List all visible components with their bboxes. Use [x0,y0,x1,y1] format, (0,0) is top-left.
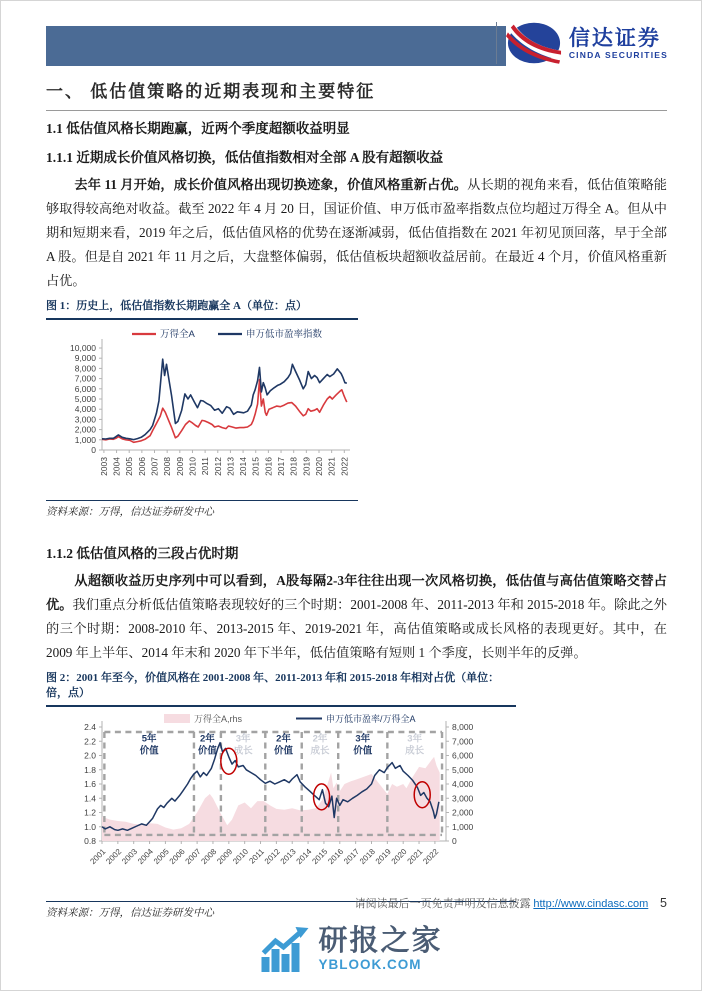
watermark-title: 研报之家 [318,925,443,957]
period-label: 成长 [233,745,253,757]
svg-text:2015: 2015 [310,847,330,866]
figure-1-source: 资料来源：万得，信达证券研发中心 [46,500,358,519]
section-title: 一、 低估值策略的近期表现和主要特征 [46,82,376,101]
svg-text:2007: 2007 [149,457,160,476]
svg-text:0: 0 [91,445,96,455]
figure-1-caption: 图 1：历史上，低估值指数长期跑赢全 A（单位：点） [46,299,358,320]
fig1-legend-1: 申万低市盈率指数 [246,329,323,340]
svg-text:3,000: 3,000 [74,414,96,425]
period-label: 5年 [141,733,157,745]
svg-text:2013: 2013 [278,847,298,866]
svg-text:1.4: 1.4 [84,793,96,804]
svg-text:2020: 2020 [389,847,409,866]
period-label: 2年 [200,733,215,745]
svg-text:2021: 2021 [326,457,337,476]
period-label: 价值 [353,745,373,757]
svg-text:1,000: 1,000 [74,434,96,445]
fig2-legend-1: 申万低市盈率/万得全A [326,714,416,724]
svg-text:2011: 2011 [200,457,211,476]
paragraph-1-lead: 去年 11 月开始，成长价值风格出现切换迹象，价值风格重新占优。 [74,177,468,192]
svg-text:10,000: 10,000 [70,343,96,353]
svg-text:5,000: 5,000 [74,394,96,404]
cinda-logo-cn: 信达证券 [568,26,661,50]
svg-text:2016: 2016 [326,847,346,866]
svg-text:9,000: 9,000 [74,353,96,364]
svg-text:2008: 2008 [162,457,173,476]
heading-1-1-2: 1.1.2 低估值风格的三段占优时期 [46,546,239,561]
watermark [259,926,442,973]
svg-text:6,000: 6,000 [452,750,474,761]
period-label: 成长 [310,745,330,757]
svg-text:2018: 2018 [357,847,377,866]
heading-1-1: 1.1 低估值风格长期跑赢，近两个季度超额收益明显 [46,121,350,136]
svg-text:2008: 2008 [199,847,219,866]
svg-text:2017: 2017 [342,847,362,866]
svg-text:2002: 2002 [104,847,124,866]
svg-text:2009: 2009 [215,847,235,866]
svg-text:8,000: 8,000 [452,722,474,732]
svg-text:7,000: 7,000 [452,736,474,747]
svg-text:2022: 2022 [339,457,350,476]
logo-divider [496,22,497,64]
svg-text:0: 0 [452,836,457,846]
paragraph-1-body: 从长期的视角来看，低估值策略能够取得较高绝对收益。截至 2022 年 4 月 20 日，国证价值、申万低市盈率指数点位均超过万得全 A。但从中期和短期来看，2019 年之后，低估值风格的优势在逐渐减弱，低估值指数在 2021 年初见顶回落，早于全部 A 股。但是自 2021 年 11 月之后，大盘整体偏弱，低估值板块超额收益居前。在最近 4 个月，价值风格重新占优。 [46,177,667,288]
svg-text:2012: 2012 [262,847,282,866]
svg-text:3,000: 3,000 [452,793,474,804]
footer-page-number: 5 [660,896,667,910]
svg-text:1.2: 1.2 [84,807,96,818]
svg-text:6,000: 6,000 [74,383,96,394]
svg-text:2014: 2014 [294,847,314,866]
svg-text:4,000: 4,000 [452,779,474,789]
period-label: 价值 [197,745,217,757]
period-label: 价值 [274,745,294,757]
svg-text:2007: 2007 [183,847,203,866]
cinda-logo [496,18,668,68]
svg-text:1,000: 1,000 [452,821,474,832]
header-bar [46,26,506,66]
page-footer [355,895,667,911]
svg-text:2.0: 2.0 [84,750,96,761]
svg-text:2018: 2018 [288,457,299,476]
period-label: 3年 [235,733,251,745]
svg-text:2004: 2004 [136,847,155,866]
fig1-legend-0: 万得全A [160,329,195,340]
fig2-legend-0: 万得全A,rhs [194,714,243,724]
fig2-area-series [102,757,440,841]
svg-text:2010: 2010 [187,457,198,476]
svg-text:2011: 2011 [247,847,266,866]
svg-text:2003: 2003 [98,457,109,476]
svg-text:2012: 2012 [212,457,223,476]
svg-text:2003: 2003 [120,847,140,866]
svg-text:2,000: 2,000 [452,807,474,818]
cinda-logo-en: CINDA SECURITIES [568,49,668,60]
figure-2-caption: 图 2：2001 年至今，价值风格在 2001-2008 年、2011-2013 年和 2015-2018 年相对占优（单位：倍，点） [46,671,516,707]
footer-link[interactable]: http://www.cindasc.com [533,898,649,910]
cinda-logo-text [569,27,668,60]
svg-text:2016: 2016 [263,457,274,476]
period-label: 3年 [355,733,371,745]
period-label: 2年 [312,733,328,745]
svg-text:8,000: 8,000 [74,363,96,374]
figure-2-source: 资料来源：万得，信达证券研发中心 [46,901,516,920]
watermark-site: YBLOOK.COM [318,957,422,972]
figure-1-chart [46,322,358,500]
period-label: 价值 [139,745,159,757]
page-header [46,26,668,66]
svg-text:2005: 2005 [124,457,135,476]
svg-text:2017: 2017 [276,457,287,476]
svg-text:2.2: 2.2 [84,736,96,747]
svg-text:2010: 2010 [231,847,251,866]
paragraph-2-body: 我们重点分析低估值策略表现较好的三个时期：2001-2008 年、2011-2013 年和 2015-2018 年。除此之外的三个时期：2008-2010 年、2013-2015 年、2019-2021 年，高估值策略或成长风格的表现更好。其中，在 2009 年上半年、2014 年末和 2020 年下半年，低估值策略有短则 1 个季度，长则半年的反弹。 [46,597,667,660]
paragraph-2-lead: 从超额收益历史序列中可以看到，A股每隔2-3年往往出现一次风格切换，低估值与高估值策略交替占优。 [46,573,667,612]
svg-text:4,000: 4,000 [74,404,96,415]
watermark-barchart-icon [259,926,309,973]
svg-text:2015: 2015 [250,457,261,476]
figure-2-chart [46,709,516,901]
period-label: 3年 [407,733,423,745]
paragraph-1 [46,173,667,293]
svg-text:0.8: 0.8 [84,836,96,846]
figure-2 [46,671,516,920]
cinda-globe-icon [506,18,562,68]
svg-text:2006: 2006 [167,847,187,866]
svg-text:1.0: 1.0 [84,821,96,832]
svg-text:2004: 2004 [111,457,122,476]
svg-text:2,000: 2,000 [74,424,96,435]
footer-disclaimer: 请阅读最后一页免责声明及信息披露 [354,898,531,910]
svg-text:1.6: 1.6 [84,779,96,789]
svg-text:2.4: 2.4 [84,722,96,732]
svg-text:2020: 2020 [314,457,324,476]
heading-1-1-1: 1.1.1 近期成长价值风格切换，低估值指数相对全部 A 股有超额收益 [46,150,444,165]
svg-text:7,000: 7,000 [74,373,96,384]
watermark-text [318,926,442,973]
svg-text:2001: 2001 [88,847,108,866]
period-label: 2年 [276,733,291,745]
svg-text:2006: 2006 [136,457,147,476]
figure-1 [46,299,358,519]
svg-text:2021: 2021 [405,847,425,866]
svg-text:2019: 2019 [373,847,393,866]
period-label: 成长 [405,745,425,757]
report-content [46,80,667,920]
section-title-rule [46,110,667,111]
svg-text:5,000: 5,000 [452,764,474,775]
svg-text:2005: 2005 [151,847,171,866]
paragraph-2 [46,569,667,665]
svg-text:2019: 2019 [301,457,312,476]
svg-text:1.8: 1.8 [84,764,96,775]
svg-text:2013: 2013 [225,457,236,476]
svg-text:2009: 2009 [174,457,185,476]
svg-text:2022: 2022 [421,847,441,866]
svg-text:2014: 2014 [238,457,249,476]
